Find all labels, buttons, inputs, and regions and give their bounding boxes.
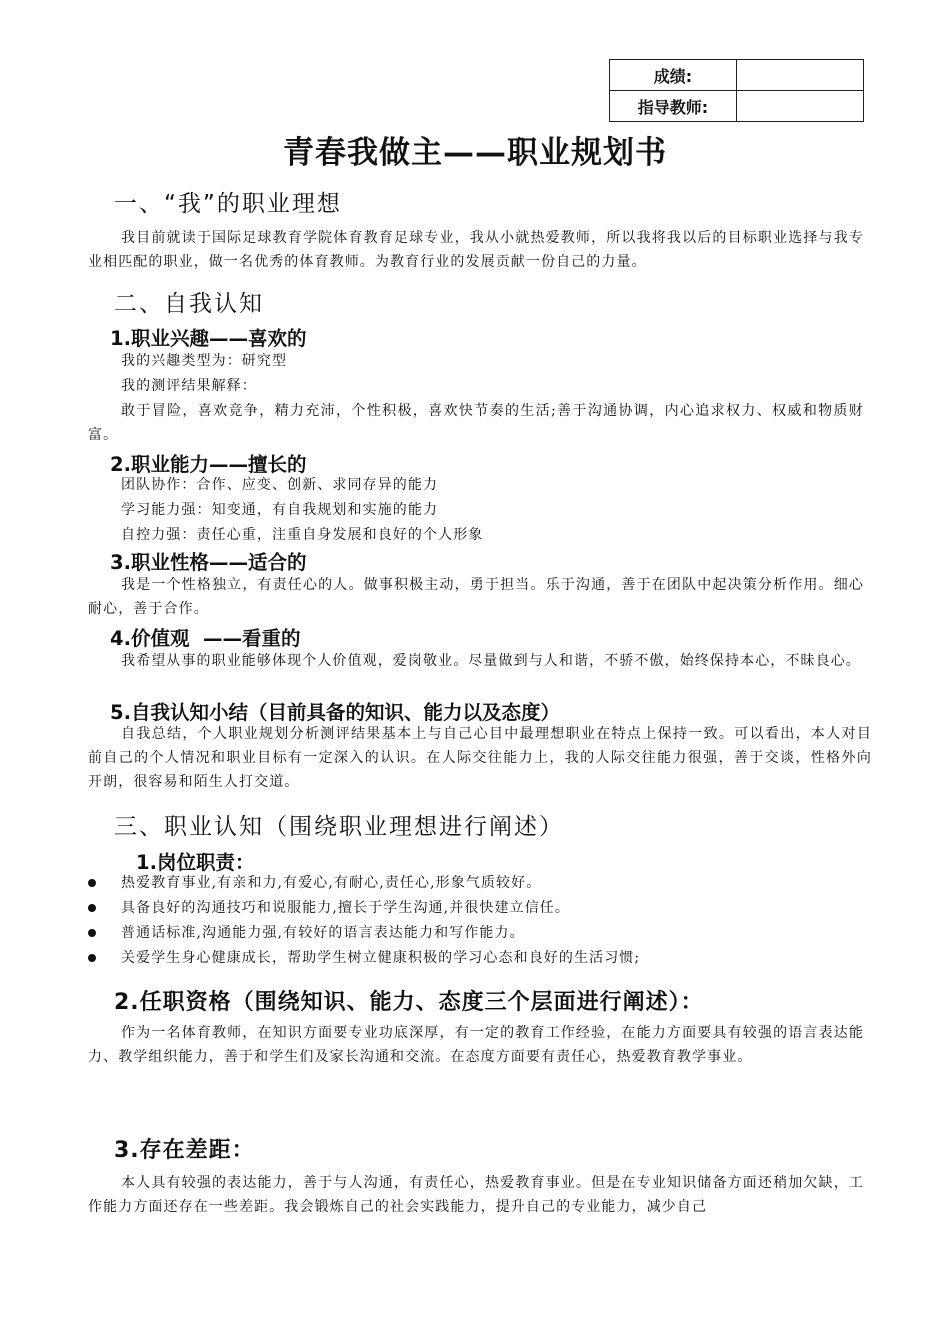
section3-heading: 三、职业认知（围绕职业理想进行阐述）	[114, 814, 564, 840]
interest-heading: 1.职业兴趣——喜欢的	[110, 327, 307, 350]
ability-heading: 2.职业能力——擅长的	[110, 453, 307, 476]
section1-heading: 一、“我”的职业理想	[114, 191, 342, 217]
duty-item-3: 普通话标准,沟通能力强,有较好的语言表达能力和写作能力。	[121, 925, 525, 941]
document-title: 青春我做主——职业规划书	[283, 135, 667, 171]
summary-paragraph: 自我总结，个人职业规划分析测评结果基本上与自己心目中最理想职业在特点上保持一致。可以看出，本人对目前自己的个人情况和职业目标有一定深入的认识。在人际交往能力上，我的人际交往能力很强，善于交谈，性格外向开朗，很容易和陌生人打交道。	[88, 726, 872, 790]
duty-item-1: 热爱教育事业,有亲和力,有爱心,有耐心,责任心,形象气质较好。	[121, 875, 542, 891]
bullet-dot	[88, 929, 96, 937]
grade-table	[609, 59, 864, 122]
interest-line-2: 我的测评结果解释：	[121, 378, 257, 394]
bullet-dot	[88, 904, 96, 912]
score-label: 成绩:	[610, 60, 737, 91]
personality-heading: 3.职业性格——适合的	[110, 551, 307, 574]
values-heading: 4.价值观 ——看重的	[110, 627, 301, 650]
duty-item-4: 关爱学生身心健康成长，帮助学生树立健康积极的学习心态和良好的生活习惯;	[121, 950, 641, 966]
teacher-value-cell	[737, 91, 864, 122]
interest-paragraph: 敢于冒险，喜欢竞争，精力充沛，个性积极，喜欢快节奏的生活;善于沟通协调，内心追求权力、权威和物质财富。	[88, 403, 864, 443]
summary-heading: 5.自我认知小结（目前具备的知识、能力以及态度）	[110, 701, 560, 724]
qualification-paragraph: 作为一名体育教师，在知识方面要专业功底深厚，有一定的教育工作经验，在能力方面要具有较强的语言表达能力、教学组织能力，善于和学生们及家长沟通和交流。在态度方面要有责任心，热爱教育教学事业。	[88, 1025, 864, 1065]
gap-heading: 3.存在差距：	[114, 1138, 255, 1163]
section2-heading: 二、自我认知	[114, 291, 264, 317]
gap-paragraph: 本人具有较强的表达能力，善于与人沟通，有责任心，热爱教育事业。但是在专业知识储备方面还稍加欠缺，工作能力方面还存在一些差距。我会锻炼自己的社会实践能力，提升自己的专业能力，减少自己	[88, 1175, 864, 1215]
teacher-label: 指导教师:	[610, 91, 737, 122]
duty-item-2: 具备良好的沟通技巧和说服能力,擅长于学生沟通,并很快建立信任。	[121, 900, 570, 916]
qualification-heading: 2.任职资格（围绕知识、能力、态度三个层面进行阐述）：	[114, 990, 704, 1015]
bullet-dot	[88, 879, 96, 887]
ability-line-2: 学习能力强：知变通，有自我规划和实施的能力	[121, 502, 439, 518]
score-value-cell	[737, 60, 864, 91]
personality-paragraph: 我是一个性格独立，有责任心的人。做事积极主动，勇于担当。乐于沟通，善于在团队中起决策分析作用。细心耐心，善于合作。	[88, 577, 864, 617]
ability-line-3: 自控力强：责任心重，注重自身发展和良好的个人形象	[121, 527, 484, 543]
values-paragraph: 我希望从事的职业能够体现个人价值观，爱岗敬业。尽量做到与人和谐，不骄不傲，始终保持本心，不昧良心。	[121, 653, 861, 669]
ability-line-1: 团队协作：合作、应变、创新、求同存异的能力	[121, 477, 439, 493]
duties-heading: 1.岗位职责：	[136, 851, 255, 874]
bullet-dot	[88, 954, 96, 962]
section1-paragraph: 我目前就读于国际足球教育学院体育教育足球专业，我从小就热爱教师，所以我将我以后的目标职业选择与我专业相匹配的职业，做一名优秀的体育教师。为教育行业的发展贡献一份自己的力量。	[88, 230, 864, 270]
interest-line-1: 我的兴趣类型为：研究型	[121, 353, 288, 369]
